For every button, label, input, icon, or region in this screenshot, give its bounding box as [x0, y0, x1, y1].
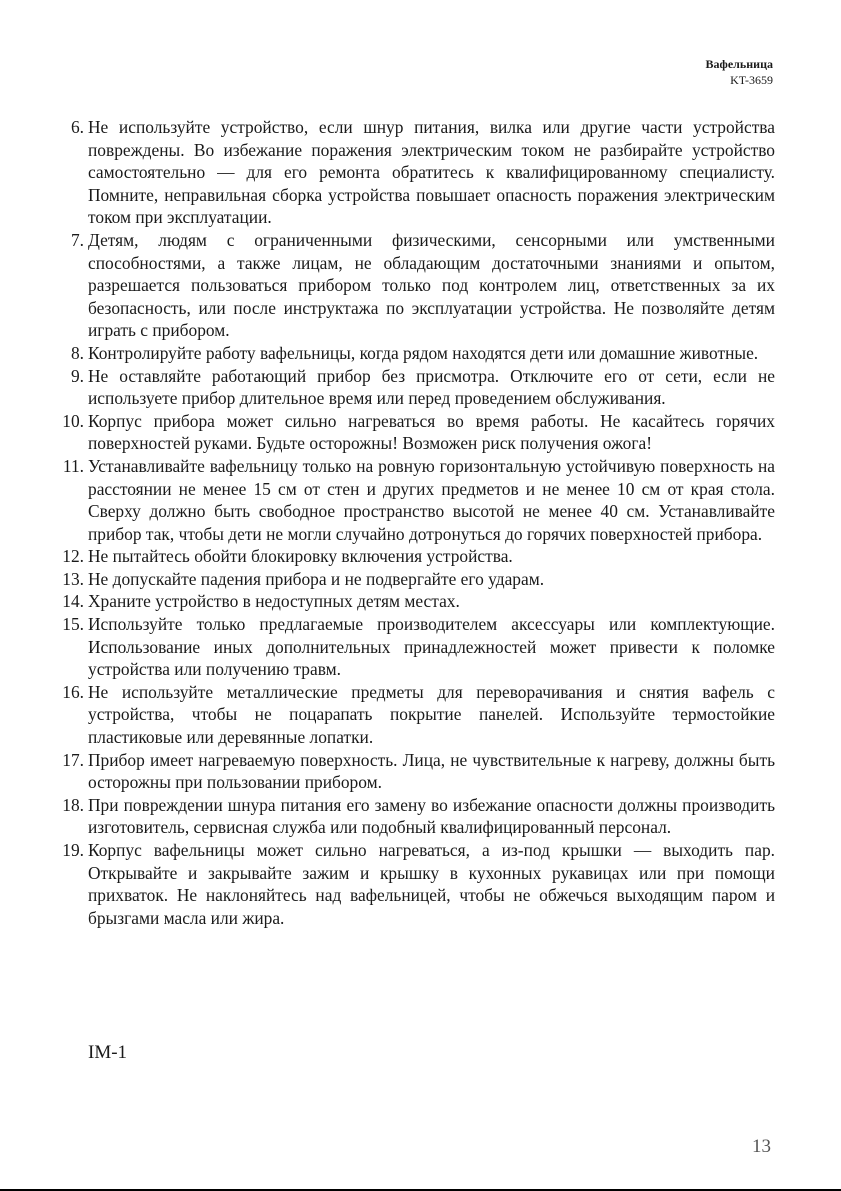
item-text: Устанавливайте вафельницу только на ровную горизонтальную устойчивую поверхность на расстоянии не менее 15 см от стен и других предметов и не менее 10 см от края стола. Сверху должно быть свободное пространство высотой не менее 40 см. Устанавливайте прибор так, чтобы дети не могли случайно дотронуться до горячих поверхностей прибора. [88, 455, 775, 544]
item-number: 13. [62, 568, 84, 589]
item-text: Не пытайтесь обойти блокировку включения устройства. [88, 546, 513, 567]
item-text: Не используйте металлические предметы для переворачивания и снятия вафель с устройства, чтобы не поцарапать покрытие панелей. Используйте термостойкие пластиковые или деревянные лопатки. [88, 681, 775, 748]
item-number: 16. [62, 681, 84, 702]
list-item [48, 613, 775, 681]
list-item [48, 545, 775, 568]
item-text: Не допускайте падения прибора и не подвергайте его ударам. [88, 568, 545, 589]
item-text: Используйте только предлагаемые производителем аксессуары или комплектующие. Использование иных дополнительных принадлежностей может привести к поломке устройства или получению травм. [88, 614, 775, 680]
list-item [48, 568, 775, 591]
page-header [706, 56, 773, 88]
item-number: 17. [62, 749, 84, 770]
item-text: Контролируйте работу вафельницы, когда рядом находятся дети или домашние животные. [88, 342, 759, 363]
document-code: IM-1 [88, 1042, 128, 1063]
item-text: Прибор имеет нагреваемую поверхность. Лица, не чувствительные к нагреву, должны быть осторожны при пользовании прибором. [88, 749, 775, 793]
item-text: При повреждении шнура питания его замену во избежание опасности должны производить изготовитель, сервисная служба или подобный квалифицированный персонал. [88, 794, 775, 838]
item-number: 19. [62, 840, 84, 860]
item-number: 11. [62, 455, 84, 476]
list-item [48, 839, 775, 929]
product-name: Вафельница [705, 57, 773, 71]
list-item [48, 590, 775, 613]
page-number: 13 [752, 1136, 771, 1157]
list-item [48, 116, 775, 229]
item-number: 9. [70, 365, 84, 386]
item-number: 8. [70, 342, 84, 363]
item-number: 14. [62, 591, 84, 612]
item-number: 10. [62, 410, 84, 431]
list-item [48, 410, 775, 455]
item-text: Корпус прибора может сильно нагреваться во время работы. Не касайтесь горячих поверхностей руками. Будьте осторожны! Возможен риск получения ожога! [88, 410, 775, 454]
list-item [48, 749, 775, 794]
list-item [48, 229, 775, 342]
list-item [48, 342, 775, 365]
item-text: Не оставляйте работающий прибор без присмотра. Отключите его от сети, если не используете прибор длительное время или перед проведением обслуживания. [88, 365, 775, 409]
item-number: 15. [62, 614, 84, 635]
list-item [48, 365, 775, 410]
item-text: Детям, людям с ограниченными физическими, сенсорными или умственными способностями, а также лицам, не обладающим достаточными знаниями и опытом, разрешается пользоваться прибором только под контролем лиц, ответственных за их безопасность, или после инструктажа по эксплуатации устройства. Не позволяйте детям играть с прибором. [88, 229, 775, 341]
item-number: 12. [62, 546, 84, 567]
list-item [48, 455, 775, 545]
list-item [48, 681, 775, 749]
item-text: Храните устройство в недоступных детям местах. [88, 591, 460, 612]
item-text: Корпус вафельницы может сильно нагреваться, а из-под крышки — выходить пар. Открывайте и закрывайте зажим и крышку в кухонных рукавицах или при помощи прихваток. Не наклоняйтесь над вафельницей, чтобы не обжечься выходящим паром и брызгами масла или жира. [88, 840, 775, 928]
safety-instructions-list [48, 116, 775, 929]
item-text: Не используйте устройство, если шнур питания, вилка или другие части устройства повреждены. Во избежание поражения электрическим током не разбирайте устройство самостоятельно — для его ремонта обратитесь к квалифицированному специалисту. Помните, неправильная сборка устройства повышает опасность поражения электрическим током при эксплуатации. [88, 117, 775, 228]
item-number: 18. [62, 794, 84, 815]
item-number: 7. [70, 229, 84, 250]
list-item [48, 794, 775, 839]
item-number: 6. [70, 117, 84, 137]
product-model-code: KT-3659 [730, 73, 773, 87]
